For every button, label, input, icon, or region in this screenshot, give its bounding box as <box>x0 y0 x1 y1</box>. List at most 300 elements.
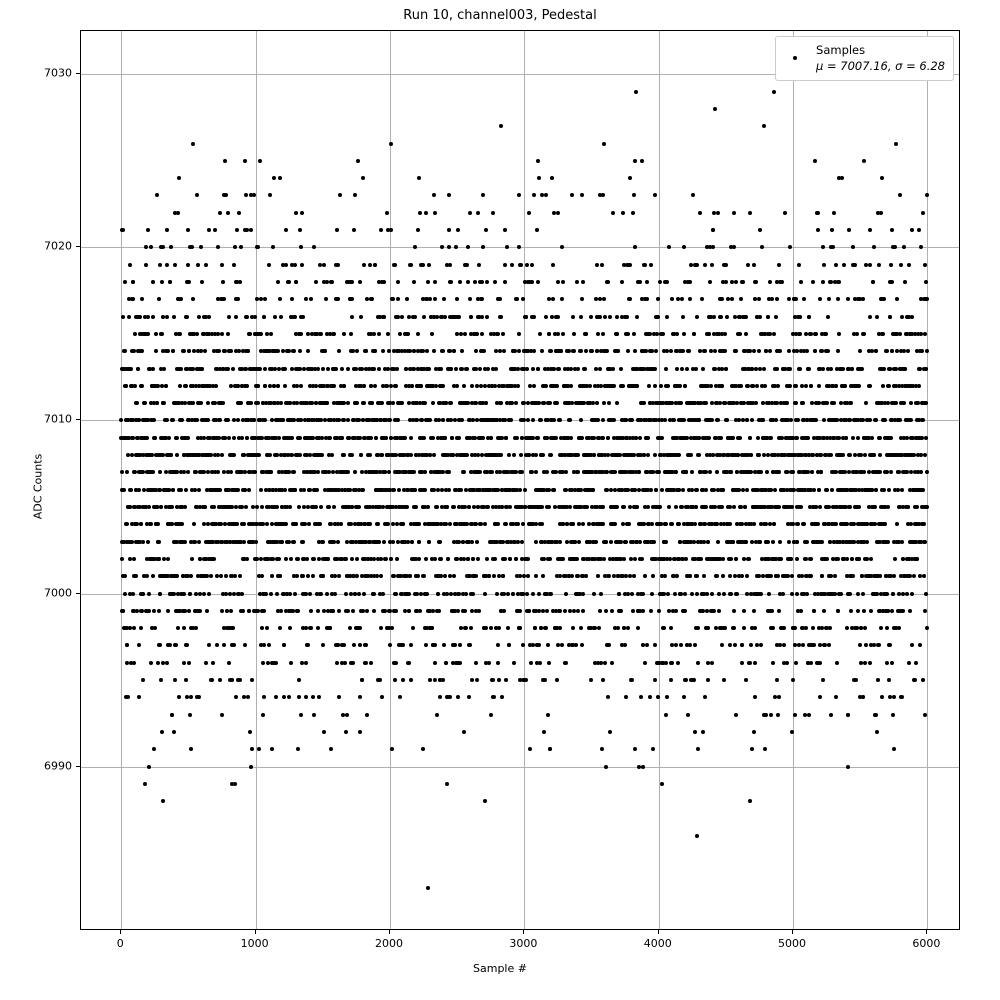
scatter-point <box>305 557 309 561</box>
scatter-point <box>237 211 241 215</box>
scatter-point <box>616 626 620 630</box>
scatter-point <box>123 349 127 353</box>
scatter-point <box>468 211 472 215</box>
scatter-point <box>177 695 181 699</box>
scatter-point <box>358 436 362 440</box>
scatter-point <box>742 609 746 613</box>
scatter-point <box>410 540 414 544</box>
scatter-point <box>484 401 488 405</box>
scatter-point <box>742 557 746 561</box>
scatter-point <box>395 522 399 526</box>
scatter-point <box>467 505 471 509</box>
scatter-point <box>412 470 416 474</box>
scatter-point <box>621 384 625 388</box>
scatter-point <box>191 142 195 146</box>
scatter-point <box>333 592 337 596</box>
scatter-point <box>539 418 543 422</box>
scatter-point <box>770 609 774 613</box>
scatter-point <box>577 540 581 544</box>
scatter-point <box>682 695 686 699</box>
scatter-point <box>682 245 686 249</box>
scatter-point <box>596 418 600 422</box>
scatter-point <box>275 505 279 509</box>
scatter-point <box>314 505 318 509</box>
scatter-point <box>471 557 475 561</box>
scatter-point <box>236 297 240 301</box>
scatter-point <box>441 384 445 388</box>
scatter-point <box>489 626 493 630</box>
scatter-point <box>544 384 548 388</box>
scatter-point <box>372 609 376 613</box>
scatter-point <box>458 280 462 284</box>
scatter-point <box>294 211 298 215</box>
scatter-point <box>683 592 687 596</box>
scatter-point <box>356 159 360 163</box>
scatter-point <box>267 263 271 267</box>
scatter-point <box>576 609 580 613</box>
scatter-point <box>217 349 221 353</box>
scatter-point <box>342 453 346 457</box>
scatter-point <box>450 436 454 440</box>
scatter-point <box>222 470 226 474</box>
scatter-point <box>695 263 699 267</box>
scatter-point <box>205 609 209 613</box>
scatter-point <box>483 799 487 803</box>
scatter-point <box>681 349 685 353</box>
scatter-point <box>707 332 711 336</box>
scatter-point <box>454 245 458 249</box>
scatter-point <box>501 540 505 544</box>
scatter-point <box>615 332 619 336</box>
scatter-point <box>753 297 757 301</box>
scatter-point <box>719 315 723 319</box>
scatter-point <box>391 401 395 405</box>
scatter-point <box>531 592 535 596</box>
scatter-point <box>229 609 233 613</box>
scatter-point <box>298 453 302 457</box>
scatter-point <box>297 505 301 509</box>
scatter-point <box>540 522 544 526</box>
scatter-point <box>631 609 635 613</box>
scatter-point <box>173 678 177 682</box>
scatter-point <box>466 245 470 249</box>
scatter-point <box>643 661 647 665</box>
scatter-point <box>426 886 430 890</box>
scatter-point <box>352 228 356 232</box>
scatter-point <box>258 159 262 163</box>
scatter-point <box>570 401 574 405</box>
scatter-point <box>304 297 308 301</box>
scatter-point <box>233 782 237 786</box>
scatter-point <box>728 643 732 647</box>
scatter-point <box>579 418 583 422</box>
scatter-point <box>264 592 268 596</box>
scatter-point <box>732 609 736 613</box>
scatter-point <box>669 349 673 353</box>
scatter-point <box>381 592 385 596</box>
scatter-point <box>153 436 157 440</box>
scatter-point <box>646 436 650 440</box>
scatter-point <box>319 592 323 596</box>
scatter-point <box>343 661 347 665</box>
scatter-point <box>662 592 666 596</box>
scatter-point <box>304 626 308 630</box>
scatter-point <box>654 488 658 492</box>
scatter-point <box>185 315 189 319</box>
scatter-point <box>449 280 453 284</box>
scatter-point <box>686 713 690 717</box>
scatter-point <box>547 661 551 665</box>
scatter-point <box>496 661 500 665</box>
scatter-point <box>283 367 287 371</box>
scatter-point <box>304 695 308 699</box>
scatter-point <box>601 332 605 336</box>
scatter-point <box>409 643 413 647</box>
scatter-point <box>759 592 763 596</box>
scatter-point <box>544 315 548 319</box>
scatter-point <box>151 367 155 371</box>
scatter-point <box>568 505 572 509</box>
scatter-point <box>615 315 619 319</box>
scatter-point <box>499 453 503 457</box>
scatter-point <box>666 384 670 388</box>
scatter-point <box>170 713 174 717</box>
scatter-point <box>750 418 754 422</box>
scatter-point <box>133 384 137 388</box>
scatter-point <box>296 747 300 751</box>
scatter-point <box>465 367 469 371</box>
scatter-point <box>342 401 346 405</box>
scatter-point <box>364 349 368 353</box>
scatter-point <box>459 488 463 492</box>
scatter-point <box>669 678 673 682</box>
scatter-point <box>260 436 264 440</box>
scatter-point <box>703 263 707 267</box>
scatter-point <box>606 695 610 699</box>
scatter-point <box>139 626 143 630</box>
scatter-point <box>596 332 600 336</box>
scatter-point <box>740 643 744 647</box>
scatter-point <box>156 522 160 526</box>
scatter-point <box>752 730 756 734</box>
scatter-point <box>458 661 462 665</box>
scatter-point <box>122 488 126 492</box>
scatter-point <box>601 522 605 526</box>
scatter-point <box>189 574 193 578</box>
scatter-point <box>306 349 310 353</box>
scatter-point <box>275 592 279 596</box>
scatter-point <box>382 540 386 544</box>
scatter-point <box>688 280 692 284</box>
scatter-point <box>292 470 296 474</box>
scatter-point <box>637 470 641 474</box>
scatter-point <box>766 315 770 319</box>
scatter-point <box>238 574 242 578</box>
scatter-point <box>433 661 437 665</box>
scatter-point <box>355 574 359 578</box>
scatter-point <box>681 315 685 319</box>
scatter-point <box>232 453 236 457</box>
scatter-point <box>506 626 510 630</box>
scatter-point <box>284 263 288 267</box>
scatter-point <box>263 297 267 301</box>
scatter-point <box>521 297 525 301</box>
scatter-point <box>424 211 428 215</box>
scatter-point <box>778 349 782 353</box>
scatter-point <box>279 401 283 405</box>
scatter-point <box>146 540 150 544</box>
scatter-point <box>630 418 634 422</box>
scatter-point <box>207 643 211 647</box>
scatter-point <box>613 470 617 474</box>
scatter-point <box>165 418 169 422</box>
scatter-point <box>561 280 565 284</box>
scatter-point <box>494 367 498 371</box>
scatter-point <box>606 436 610 440</box>
scatter-point <box>293 592 297 596</box>
scatter-point <box>422 436 426 440</box>
scatter-point <box>776 713 780 717</box>
scatter-point <box>649 609 653 613</box>
scatter-point <box>635 384 639 388</box>
scatter-point <box>218 418 222 422</box>
scatter-point <box>184 384 188 388</box>
scatter-point <box>651 574 655 578</box>
scatter-point <box>516 384 520 388</box>
scatter-point <box>144 263 148 267</box>
scatter-point <box>677 522 681 526</box>
scatter-point <box>337 695 341 699</box>
scatter-point <box>261 713 265 717</box>
scatter-point <box>270 747 274 751</box>
scatter-point <box>519 453 523 457</box>
scatter-point <box>536 436 540 440</box>
scatter-point <box>161 799 165 803</box>
scatter-point <box>744 315 748 319</box>
scatter-point <box>774 315 778 319</box>
scatter-point <box>151 470 155 474</box>
scatter-point <box>517 332 521 336</box>
scatter-point <box>709 384 713 388</box>
scatter-point <box>214 384 218 388</box>
scatter-point <box>274 695 278 699</box>
scatter-point <box>624 695 628 699</box>
scatter-point <box>182 592 186 596</box>
scatter-point <box>595 263 599 267</box>
scatter-point <box>182 470 186 474</box>
scatter-point <box>775 678 779 682</box>
scatter-point <box>483 592 487 596</box>
scatter-point <box>374 436 378 440</box>
scatter-point <box>125 522 129 526</box>
scatter-point <box>389 557 393 561</box>
scatter-point <box>725 418 729 422</box>
scatter-point <box>543 678 547 682</box>
scatter-point <box>497 678 501 682</box>
scatter-point <box>745 574 749 578</box>
scatter-point <box>357 592 361 596</box>
scatter-point <box>297 695 301 699</box>
scatter-point <box>337 574 341 578</box>
scatter-point <box>248 730 252 734</box>
scatter-point <box>449 367 453 371</box>
scatter-point <box>653 453 657 457</box>
scatter-point <box>401 643 405 647</box>
scatter-point <box>633 159 637 163</box>
scatter-point <box>504 522 508 526</box>
scatter-point <box>560 643 564 647</box>
scatter-point <box>756 436 760 440</box>
scatter-point <box>531 367 535 371</box>
scatter-point <box>462 384 466 388</box>
scatter-point <box>379 228 383 232</box>
scatter-point <box>312 245 316 249</box>
scatter-point <box>462 470 466 474</box>
scatter-point <box>159 678 163 682</box>
scatter-point <box>547 505 551 509</box>
scatter-point <box>247 609 251 613</box>
scatter-point <box>534 574 538 578</box>
scatter-point <box>755 643 759 647</box>
scatter-point <box>418 211 422 215</box>
scatter-point <box>131 297 135 301</box>
scatter-point <box>551 263 555 267</box>
scatter-point <box>788 245 792 249</box>
scatter-point <box>365 609 369 613</box>
scatter-point <box>660 488 664 492</box>
scatter-point <box>321 574 325 578</box>
scatter-point <box>606 453 610 457</box>
scatter-point <box>560 297 564 301</box>
scatter-point <box>745 488 749 492</box>
scatter-point <box>664 540 668 544</box>
scatter-point <box>591 488 595 492</box>
scatter-point <box>638 540 642 544</box>
scatter-point <box>470 540 474 544</box>
scatter-point <box>449 401 453 405</box>
scatter-point <box>175 574 179 578</box>
scatter-point <box>307 522 311 526</box>
scatter-point <box>309 626 313 630</box>
scatter-point <box>392 488 396 492</box>
scatter-point <box>157 609 161 613</box>
scatter-point <box>238 280 242 284</box>
scatter-point <box>766 540 770 544</box>
scatter-point <box>126 695 130 699</box>
scatter-point <box>332 505 336 509</box>
scatter-point <box>232 263 236 267</box>
scatter-point <box>557 367 561 371</box>
scatter-point <box>160 332 164 336</box>
scatter-point <box>428 678 432 682</box>
scatter-point <box>351 349 355 353</box>
scatter-point <box>572 332 576 336</box>
scatter-point <box>464 592 468 596</box>
scatter-point <box>294 280 298 284</box>
scatter-point <box>311 574 315 578</box>
scatter-point <box>336 297 340 301</box>
scatter-point <box>358 695 362 699</box>
scatter-point <box>162 367 166 371</box>
scatter-point <box>633 557 637 561</box>
scatter-point <box>581 592 585 596</box>
scatter-point <box>639 695 643 699</box>
scatter-point <box>521 643 525 647</box>
scatter-point <box>638 436 642 440</box>
scatter-point <box>316 470 320 474</box>
scatter-point <box>762 367 766 371</box>
scatter-point <box>215 643 219 647</box>
scatter-point <box>231 367 235 371</box>
scatter-point <box>758 228 762 232</box>
scatter-point <box>346 470 350 474</box>
scatter-point <box>532 193 536 197</box>
scatter-point <box>222 297 226 301</box>
scatter-point <box>680 297 684 301</box>
scatter-point <box>350 280 354 284</box>
scatter-point <box>319 505 323 509</box>
scatter-point <box>443 436 447 440</box>
scatter-point <box>316 609 320 613</box>
scatter-point <box>503 228 507 232</box>
scatter-point <box>384 557 388 561</box>
scatter-point <box>734 713 738 717</box>
scatter-point <box>581 522 585 526</box>
scatter-point <box>713 349 717 353</box>
scatter-point <box>693 730 697 734</box>
scatter-point <box>396 280 400 284</box>
scatter-point <box>569 436 573 440</box>
scatter-point <box>353 470 357 474</box>
scatter-point <box>271 557 275 561</box>
scatter-point <box>674 609 678 613</box>
scatter-point <box>722 678 726 682</box>
scatter-point <box>153 626 157 630</box>
scatter-point <box>283 488 287 492</box>
scatter-point <box>293 263 297 267</box>
scatter-point <box>433 678 437 682</box>
scatter-point <box>502 609 506 613</box>
scatter-point <box>468 297 472 301</box>
scatter-point <box>169 245 173 249</box>
scatter-point <box>302 488 306 492</box>
scatter-point <box>738 436 742 440</box>
scatter-point <box>220 609 224 613</box>
scatter-point <box>304 661 308 665</box>
scatter-point <box>765 470 769 474</box>
scatter-point <box>176 626 180 630</box>
scatter-point <box>540 349 544 353</box>
scatter-point <box>511 592 515 596</box>
scatter-point <box>674 470 678 474</box>
scatter-point <box>204 263 208 267</box>
scatter-point <box>664 713 668 717</box>
scatter-point <box>684 678 688 682</box>
scatter-point <box>140 297 144 301</box>
scatter-point <box>389 384 393 388</box>
scatter-point <box>568 418 572 422</box>
scatter-point <box>740 574 744 578</box>
scatter-point <box>123 280 127 284</box>
scatter-point <box>358 280 362 284</box>
scatter-point <box>772 522 776 526</box>
scatter-point <box>323 418 327 422</box>
scatter-point <box>160 280 164 284</box>
scatter-point <box>227 436 231 440</box>
scatter-point <box>182 349 186 353</box>
scatter-point <box>154 332 158 336</box>
scatter-point <box>696 626 700 630</box>
